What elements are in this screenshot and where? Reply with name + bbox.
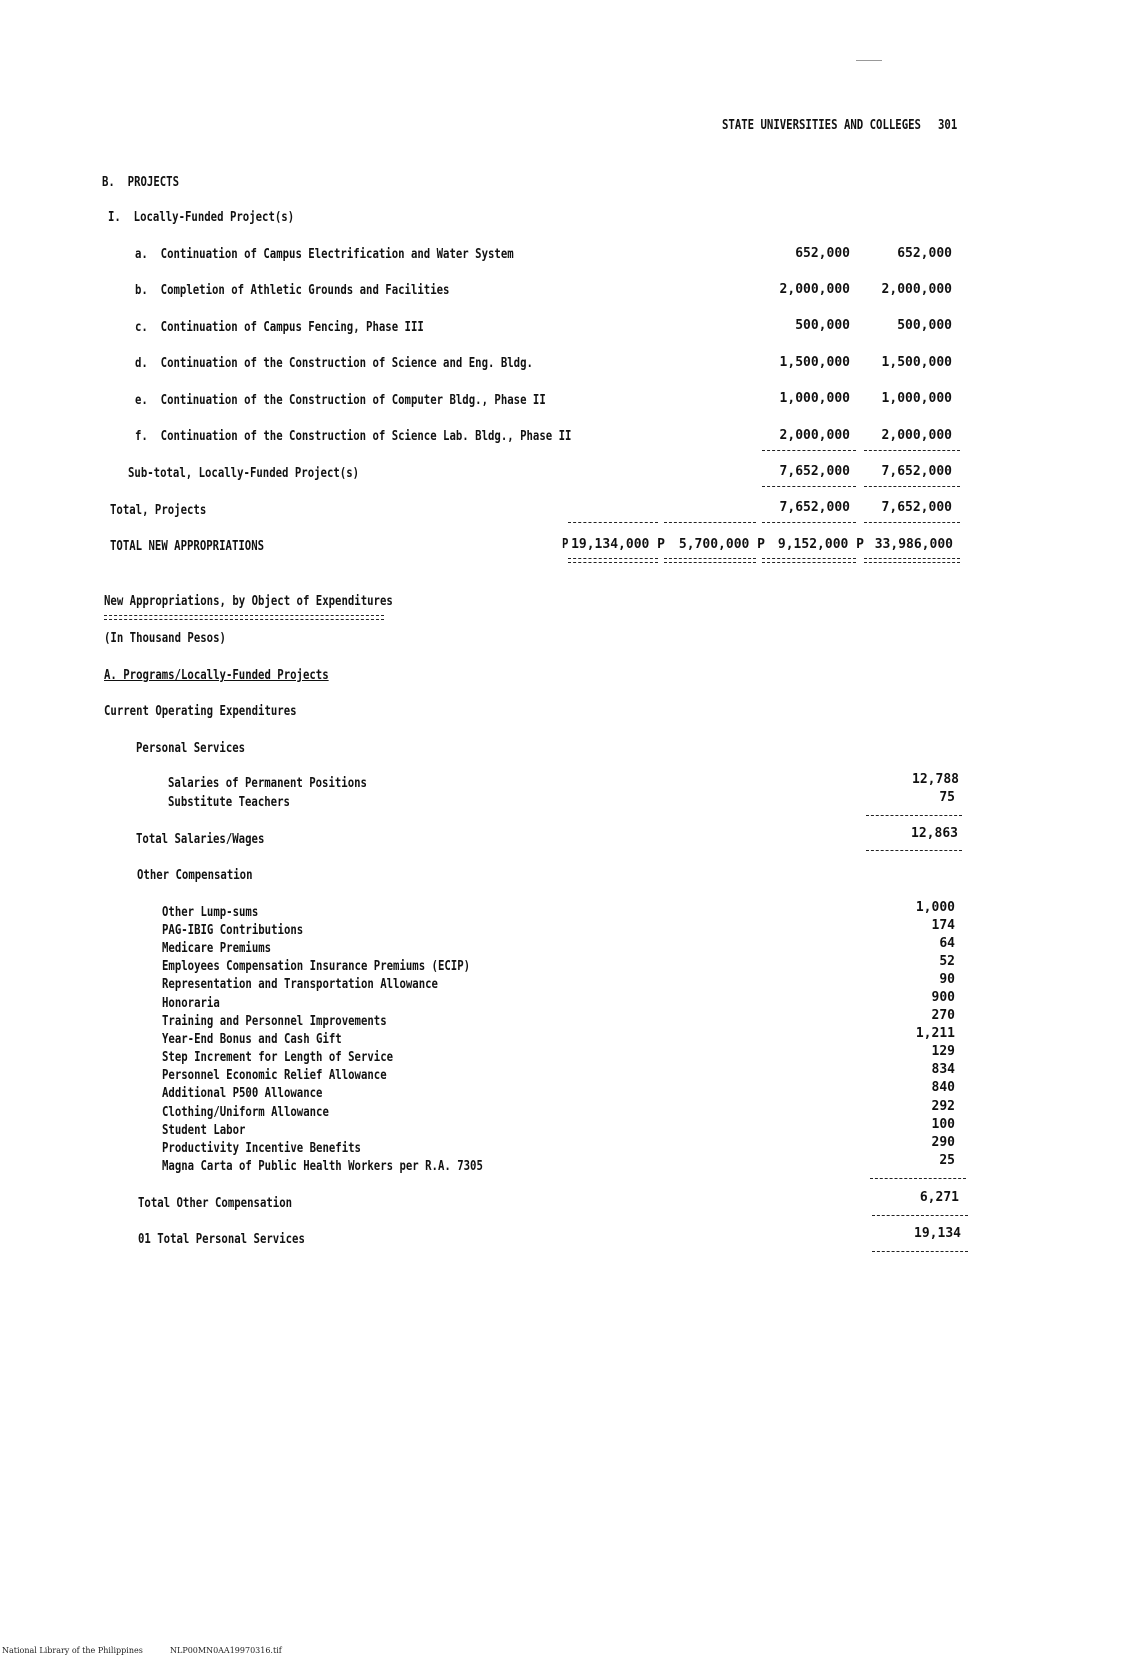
project-b-col1: 2,000,000 [779, 282, 850, 297]
grand-total-ps: 19,134,000 P [571, 537, 665, 552]
list-item-value: 840 [931, 1080, 955, 1095]
scan-speck [856, 60, 882, 61]
running-header: STATE UNIVERSITIES AND COLLEGES [722, 118, 921, 133]
salaries-permanent-value: 12,788 [912, 772, 959, 787]
double-rule [864, 558, 960, 563]
list-item-label: Additional P500 Allowance [162, 1086, 323, 1101]
project-item-f: f. Continuation of the Construction of Science Lab. Bldg., Phase II [135, 429, 572, 444]
list-item-label: Productivity Incentive Benefits [162, 1141, 361, 1156]
scan-filename: NLP00MN0AA19970316.tif [170, 1646, 282, 1655]
list-item-label: Honoraria [162, 996, 220, 1011]
personal-services-heading: Personal Services [136, 741, 246, 756]
list-item-value: 90 [939, 972, 955, 987]
current-expenditures-heading: Current Operating Expenditures [104, 704, 297, 719]
projects-heading: B. PROJECTS [102, 175, 180, 190]
project-item-e: e. Continuation of the Construction of Computer Bldg., Phase II [135, 393, 546, 408]
rule-line [864, 486, 960, 487]
list-item-label: PAG-IBIG Contributions [162, 923, 304, 938]
project-item-c: c. Continuation of Campus Fencing, Phase III [135, 320, 424, 335]
page-number: 301 [938, 118, 958, 133]
project-a-col1: 652,000 [795, 246, 850, 261]
rule-line [866, 850, 962, 851]
list-item-value: 1,000 [915, 900, 955, 915]
section-heading: A. Programs/Locally-Funded Projects [104, 668, 329, 683]
list-item-label: Year-End Bonus and Cash Gift [162, 1032, 342, 1047]
total-projects-label: Total, Projects [110, 503, 207, 518]
list-item-label: Magna Carta of Public Health Workers per R.A. 7305 [162, 1159, 483, 1174]
list-item-value: 25 [939, 1153, 955, 1168]
project-d-col1: 1,500,000 [779, 355, 850, 370]
project-f-col2: 2,000,000 [881, 428, 952, 443]
list-item-value: 52 [939, 954, 955, 969]
project-d-col2: 1,500,000 [881, 355, 952, 370]
peso-sign: P [562, 537, 569, 552]
list-item-value: 270 [931, 1008, 955, 1023]
list-item-label: Representation and Transportation Allowance [162, 977, 438, 992]
project-f-col1: 2,000,000 [779, 428, 850, 443]
list-item-value: 292 [931, 1099, 955, 1114]
total-new-appropriations-label: TOTAL NEW APPROPRIATIONS [110, 539, 265, 554]
total-other-comp-value: 6,271 [919, 1190, 959, 1205]
project-b-col2: 2,000,000 [881, 282, 952, 297]
double-rule [762, 558, 856, 563]
project-c-col1: 500,000 [795, 318, 850, 333]
double-rule [568, 558, 658, 563]
subtotal-col2: 7,652,000 [881, 464, 952, 479]
rule-line [762, 450, 856, 451]
list-item-value: 900 [931, 990, 955, 1005]
project-item-d: d. Continuation of the Construction of Science and Eng. Bldg. [135, 356, 533, 371]
total-projects-col2: 7,652,000 [881, 500, 952, 515]
grand-total-co: 9,152,000 P [777, 537, 864, 552]
title-double-rule [104, 615, 384, 620]
list-item-label: Other Lump-sums [162, 905, 259, 920]
grand-total-all: 33,986,000 [874, 537, 953, 552]
list-item-label: Clothing/Uniform Allowance [162, 1105, 329, 1120]
grand-total-mooe: 5,700,000 P [678, 537, 765, 552]
list-item-value: 100 [931, 1117, 955, 1132]
list-item-value: 64 [939, 936, 955, 951]
list-item-label: Personnel Economic Relief Allowance [162, 1068, 387, 1083]
subtotal-label: Sub-total, Locally-Funded Project(s) [128, 466, 360, 481]
rule-line [864, 522, 960, 523]
list-item-label: Student Labor [162, 1123, 246, 1138]
list-item-label: Employees Compensation Insurance Premiums (ECIP) [162, 959, 471, 974]
salaries-permanent-label: Salaries of Permanent Positions [168, 776, 367, 791]
rule-line [870, 1178, 966, 1179]
list-item-value: 129 [931, 1044, 955, 1059]
project-a-col2: 652,000 [897, 246, 952, 261]
list-item-value: 1,211 [915, 1026, 955, 1041]
subtotal-col1: 7,652,000 [779, 464, 850, 479]
substitute-teachers-label: Substitute Teachers [168, 795, 290, 810]
project-e-col1: 1,000,000 [779, 391, 850, 406]
rule-line [866, 815, 962, 816]
rule-line [762, 486, 856, 487]
total-projects-col1: 7,652,000 [779, 500, 850, 515]
total-other-comp-label: Total Other Compensation [138, 1196, 293, 1211]
list-item-value: 834 [931, 1062, 955, 1077]
total-salaries-label: Total Salaries/Wages [136, 832, 265, 847]
rule-line [762, 522, 856, 523]
objects-title: New Appropriations, by Object of Expenditures [104, 594, 393, 609]
project-e-col2: 1,000,000 [881, 391, 952, 406]
total-salaries-value: 12,863 [911, 826, 958, 841]
rule-line [664, 522, 756, 523]
rule-line [864, 450, 960, 451]
list-item-value: 290 [931, 1135, 955, 1150]
project-item-a: a. Continuation of Campus Electrification and Water System [135, 247, 514, 262]
rule-line [568, 522, 658, 523]
rule-line [872, 1251, 968, 1252]
project-c-col2: 500,000 [897, 318, 952, 333]
locally-funded-heading: I. Locally-Funded Project(s) [108, 210, 295, 225]
list-item-value: 174 [931, 918, 955, 933]
list-item-label: Training and Personnel Improvements [162, 1014, 387, 1029]
other-compensation-heading: Other Compensation [137, 868, 253, 883]
units-note: (In Thousand Pesos) [104, 631, 226, 646]
project-item-b: b. Completion of Athletic Grounds and Facilities [135, 283, 450, 298]
list-item-label: Step Increment for Length of Service [162, 1050, 394, 1065]
substitute-teachers-value: 75 [939, 790, 955, 805]
double-rule [664, 558, 756, 563]
rule-line [872, 1215, 968, 1216]
total-personal-services-value: 19,134 [914, 1226, 961, 1241]
total-personal-services-label: 01 Total Personal Services [138, 1232, 305, 1247]
list-item-label: Medicare Premiums [162, 941, 272, 956]
library-credit: National Library of the Philippines [2, 1646, 143, 1655]
